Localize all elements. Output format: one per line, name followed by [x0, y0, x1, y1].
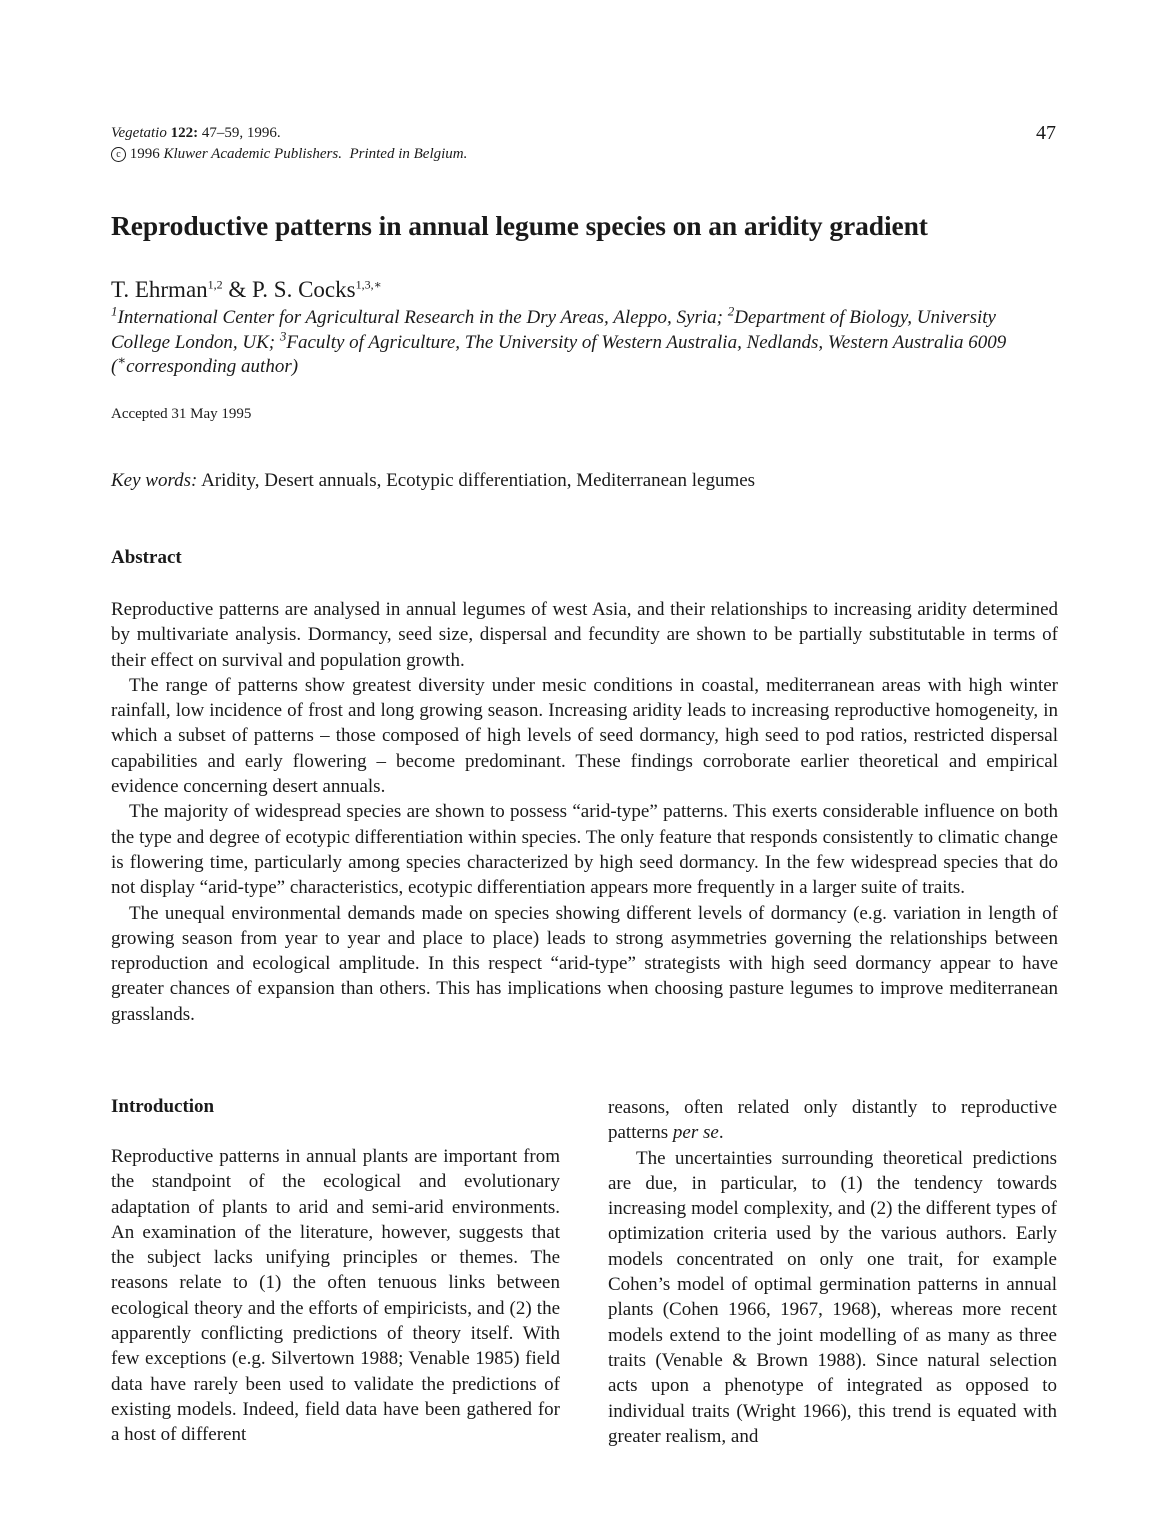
journal-volume: 122: — [170, 125, 199, 141]
copyright-year: 1996 — [129, 146, 160, 162]
author-name: P. S. Cocks — [252, 277, 356, 302]
affiliation-mark: 1 — [111, 303, 118, 319]
publisher: Kluwer Academic Publishers. — [163, 146, 342, 162]
affiliation-mark: 2 — [727, 303, 735, 319]
printed-in: Printed in Belgium. — [349, 146, 468, 162]
affiliations — [111, 303, 1056, 380]
body-text: reasons, often related only distantly to reproductive patterns — [608, 1097, 1057, 1144]
introduction-heading: Introduction — [111, 1096, 215, 1117]
copyright-icon: c — [111, 147, 126, 162]
body-paragraph: Reproductive patterns in annual plants are important from the standpoint of the ecological and evolutionary adaptation of plants to arid and semi-arid environments. An examination of the literature, however, suggests that the subject lacks unifying principles or themes. The reasons relate to (1) the often tenuous links between ecological theory and the efforts of empiricists, and (2) the apparently conflicting predictions of theory itself. With few exceptions (e.g. Silvertown 1988; Venable 1985) field data have rarely been used to validate the predictions of existing models. Indeed, field data have been gathered for a host of different — [111, 1146, 560, 1446]
journal-name: Vegetatio — [111, 125, 167, 141]
copyright-line — [111, 144, 467, 165]
body-text: . — [718, 1122, 724, 1144]
affiliation-text: Department of Biology, University College London, UK; — [111, 307, 996, 353]
page-number: 47 — [1036, 122, 1056, 144]
author-list — [111, 277, 382, 303]
abstract-heading: Abstract — [111, 547, 182, 568]
author-affiliation-mark: 1,2 — [207, 277, 223, 292]
author-name: T. Ehrman — [111, 277, 208, 302]
accepted-date: Accepted 31 May 1995 — [111, 406, 252, 422]
author-affiliation-mark: 1,3,∗ — [355, 277, 382, 292]
abstract-body — [111, 597, 1058, 1027]
affiliation-mark: 3 — [279, 328, 287, 344]
body-paragraph: The uncertainties surrounding theoretical predictions are due, in particular, to (1) the tendency towards increasing model complexity, and (2) the different types of optimization criteria used by the various authors. Early models concentrated on only one trait, for example Cohen’s model of optimal germination patterns in annual plants (Cohen 1966, 1967, 1968), whereas more recent models extend to the joint modelling of as many as three traits (Venable & Brown 1988). Since natural selection acts upon a phenotype of integrated as opposed to individual traits (Wright 1966), this trend is equated with greater realism, and — [608, 1147, 1057, 1447]
right-column — [608, 1095, 1057, 1449]
corresponding-mark: ∗ — [117, 352, 127, 368]
affiliation-text: Faculty of Agriculture, The University of Western Australia, Nedlands, Western Australia 6009 ( — [111, 331, 1007, 377]
keywords-text: Aridity, Desert annuals, Ecotypic differentiation, Mediterranean legumes — [201, 470, 756, 491]
paper-title: Reproductive patterns in annual legume species on an aridity gradient — [111, 210, 928, 241]
abstract-paragraph: Reproductive patterns are analysed in annual legumes of west Asia, and their relationships to increasing aridity determined by multivariate analysis. Dormancy, seed size, dispersal and fecundity are shown to be partially substitutable in terms of their effect on survival and population growth. — [111, 599, 1058, 671]
affiliation-text: International Center for Agricultural Research in the Dry Areas, Aleppo, Syria; — [117, 307, 723, 328]
body-italic-text: per se — [672, 1122, 719, 1144]
abstract-paragraph: The range of patterns show greatest diversity under mesic conditions in coastal, mediterranean areas with high winter rainfall, low incidence of frost and long growing season. Increasing aridity leads to increasing reproductive homogeneity, in which a subset of patterns – those composed of high levels of seed dormancy, high seed to pod ratios, restricted dispersal capabilities and early flowering – become predominant. These findings corroborate earlier theoretical and empirical evidence concerning desert annuals. — [111, 674, 1058, 798]
corresponding-note: corresponding author) — [126, 356, 299, 377]
journal-pages-year: 47–59, 1996. — [201, 125, 281, 141]
body-paragraph-continued — [608, 1095, 1057, 1146]
keywords-label: Key words: — [111, 470, 198, 491]
author-separator: & — [228, 277, 247, 302]
journal-citation — [111, 123, 467, 165]
left-column — [111, 1144, 560, 1448]
abstract-paragraph: The majority of widespread species are shown to possess “arid-type” patterns. This exerts considerable influence on both the type and degree of ecotypic differentiation within species. The only feature that responds consistently to climatic change is flowering time, particularly among species characterized by high seed dormancy. In the few widespread species that do not display “arid-type” characteristics, ecotypic differentiation appears more frequently in a larger suite of traits. — [111, 801, 1058, 899]
abstract-paragraph: The unequal environmental demands made on species showing different levels of dormancy (e.g. variation in length of growing season from year to year and place to place) leads to strong asymmetries governing the relationships between reproduction and ecological amplitude. In this respect “arid-type” strategists with high seed dormancy appear to have greater chances of expansion than others. This has implications when choosing pasture legumes to improve mediterranean grasslands. — [111, 902, 1058, 1025]
keywords — [111, 470, 755, 492]
citation-line — [111, 123, 467, 144]
